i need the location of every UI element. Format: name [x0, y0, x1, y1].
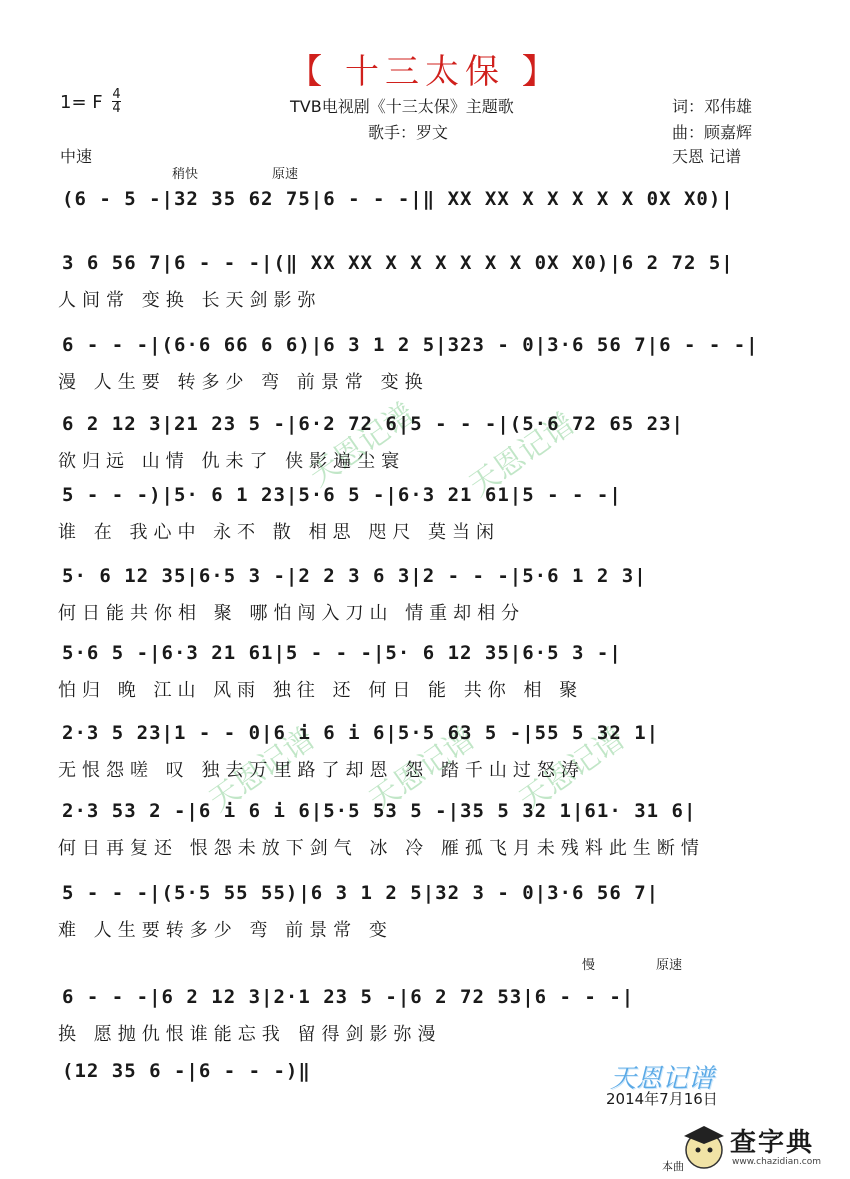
- lyric-row: 何日能共你相 聚 哪怕闯入刀山 情重却相分: [58, 603, 526, 624]
- lyric-row: 怕归 晚 江山 风雨 独往 还 何日 能 共你 相 聚: [58, 680, 584, 701]
- notation-row: 6 - - -|6 2 12 3|2·1 23 5 -|6 2 72 53|6 - - -|: [62, 986, 635, 1008]
- notation-row: 3 6 56 7|6 - - -|(‖ XX XX X X X X X X 0X X0)|6 2 72 5|: [62, 252, 734, 274]
- tempo-mark-faster: 稍快: [172, 167, 199, 182]
- key-signature: 1= F: [60, 92, 103, 113]
- notation-row: 6 2 12 3|21 23 5 -|6·2 72 6|5 - - -|(5·6 72 65 23|: [62, 413, 684, 435]
- lyric-row: 换 愿抛仇恨谁能忘我 留得剑影弥漫: [58, 1024, 442, 1045]
- watermark: 天恩记谱: [302, 396, 422, 494]
- notation-row: 6 - - -|(6·6 66 6 6)|6 3 1 2 5|323 - 0|3·6 56 7|6 - - -|: [62, 334, 759, 356]
- watermark: 天恩记谱: [462, 406, 582, 504]
- lyric-row: 无恨怨嗟 叹 独去万里路了却恩 怨 踏千山过怒涛: [58, 760, 585, 781]
- notation-row: 5 - - -)|5· 6 1 23|5·6 5 -|6·3 21 61|5 - - -|: [62, 484, 622, 506]
- subtitle: TVB电视剧《十三太保》主题歌: [290, 97, 514, 116]
- tempo-marking: 中速: [60, 147, 93, 166]
- notation-row: 5· 6 12 35|6·5 3 -|2 2 3 6 3|2 - - -|5·6 1 2 3|: [62, 565, 647, 587]
- lyric-row: 漫 人生要 转多少 弯 前景常 变换: [58, 372, 429, 393]
- composer: 曲：顾嘉辉: [672, 123, 753, 142]
- watermark: 天恩记谱: [202, 721, 322, 819]
- singer: 歌手：罗文: [368, 123, 449, 142]
- tempo-mark-original: 原速: [272, 167, 299, 182]
- page-title: 【 十三太保 】: [288, 52, 562, 92]
- lyric-row: 难 人生要转多少 弯 前景常 变: [58, 920, 393, 941]
- notation-row: 5·6 5 -|6·3 21 61|5 - - -|5· 6 12 35|6·5 3 -|: [62, 642, 622, 664]
- transcriber-stamp: 天恩记谱: [610, 1064, 715, 1094]
- watermark: 天恩记谱: [362, 721, 482, 819]
- notation-row: (12 35 6 -|6 - - -)‖: [62, 1060, 311, 1082]
- notation-row: 2·3 5 23|1 - - 0|6 i 6 i 6|5·5 63 5 -|55 5 32 1|: [62, 722, 660, 744]
- time-signature: [112, 88, 121, 115]
- transcription-date: 2014年7月16日: [606, 1090, 718, 1108]
- notation-row: 2·3 53 2 -|6 i 6 i 6|5·5 53 5 -|35 5 32 1|61· 31 6|: [62, 800, 697, 822]
- notation-row: 5 - - -|(5·5 55 55)|6 3 1 2 5|32 3 - 0|3·6 56 7|: [62, 882, 660, 904]
- lyric-row: 欲归远 山情 仇未了 侠影遍尘寰: [58, 451, 406, 472]
- lyricist: 词：邓伟雄: [672, 97, 753, 116]
- tempo-mark-original-2: 原速: [656, 958, 683, 973]
- lyric-row: 何日再复还 恨怨未放下剑气 冰 冷 雁孤飞月未残料此生断情: [58, 838, 705, 859]
- tempo-mark-slow: 慢: [582, 958, 596, 973]
- lyric-row: 人间常 变换 长天剑影弥: [58, 290, 322, 311]
- time-signature-top: 4: [112, 87, 121, 102]
- logo-text: 查字典: [730, 1128, 815, 1158]
- time-signature-bottom: 4: [112, 101, 121, 116]
- notation-row: (6 - 5 -|32 35 62 75|6 - - -|‖ XX XX X X X X X 0X X0)|: [62, 188, 734, 210]
- lyric-row: 谁 在 我心中 永不 散 相思 咫尺 莫当闲: [58, 522, 501, 543]
- transcriber: 天恩 记谱: [672, 147, 742, 166]
- footer-text: 本曲: [662, 1160, 684, 1173]
- logo-url: www.chazidian.com: [732, 1157, 822, 1167]
- watermark: 天恩记谱: [512, 721, 632, 819]
